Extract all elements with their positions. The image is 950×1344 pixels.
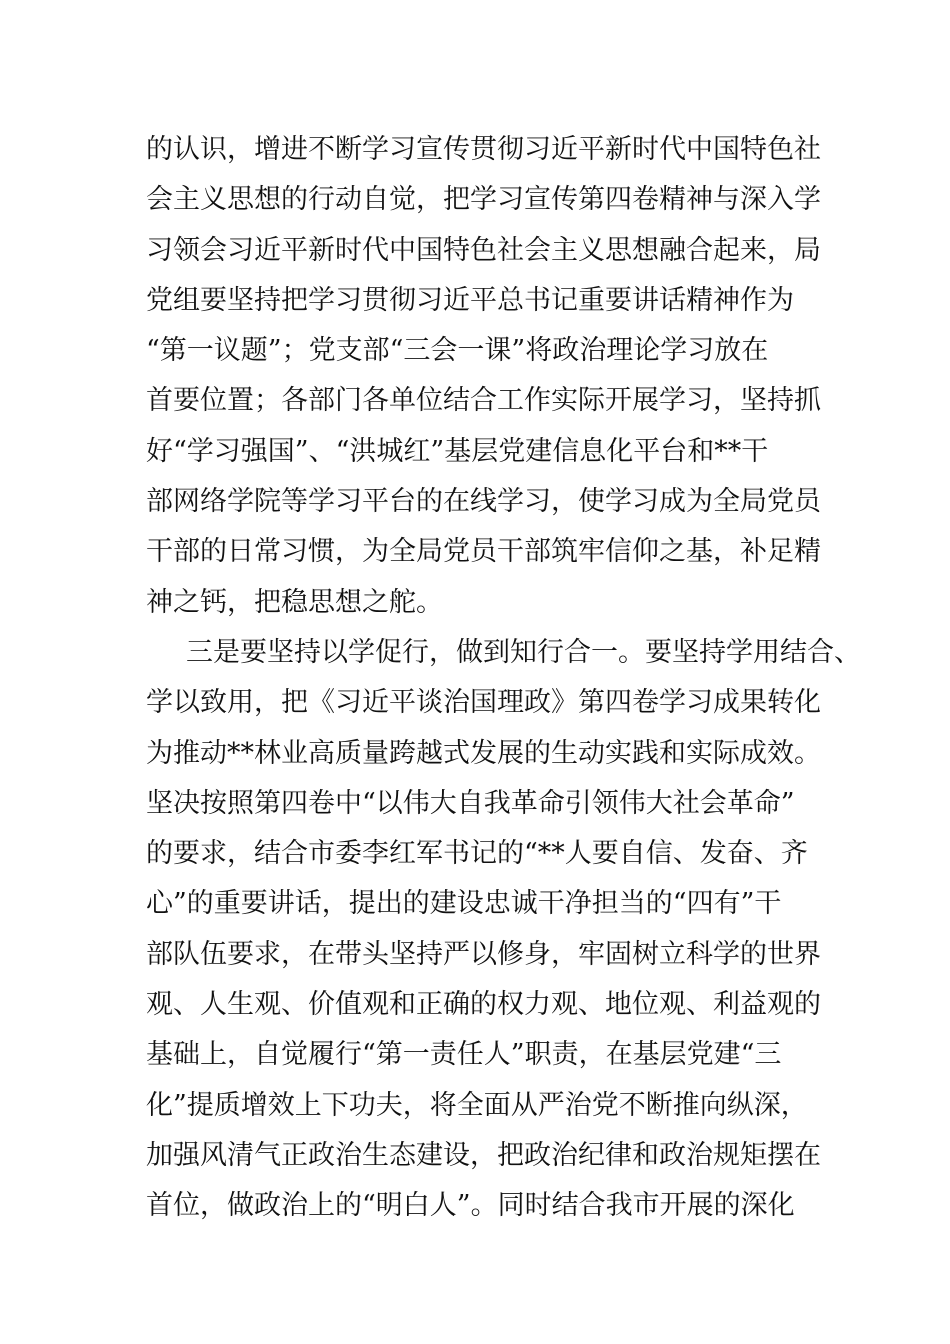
text-line: 神之钙，把稳思想之舵。: [146, 586, 443, 618]
text-line: 坚决按照第四卷中“以伟大自我革命引领伟大社会革命”: [146, 787, 795, 819]
text-line: 首要位置；各部门各单位结合工作实际开展学习，坚持抓: [146, 385, 821, 417]
text-line: 部队伍要求，在带头坚持严以修身，牢固树立科学的世界: [146, 938, 821, 970]
text-line: 的认识，增进不断学习宣传贯彻习近平新时代中国特色社: [146, 134, 821, 165]
text-line: 学以致用，把《习近平谈治国理政》第四卷学习成果转化: [146, 687, 821, 719]
text-line: “第一议题”；党支部“三会一课”将政治理论学习放在: [146, 335, 769, 367]
text-line: 的要求，结合市委李红军书记的“**人要自信、发奋、齐: [146, 838, 808, 870]
text-line: 加强风清气正政治生态建设，把政治纪律和政治规矩摆在: [146, 1139, 821, 1171]
text-line: 会主义思想的行动自觉，把学习宣传第四卷精神与深入学: [146, 184, 821, 216]
text-line: 化”提质增效上下功夫，将全面从严治党不断推向纵深，: [146, 1089, 808, 1121]
text-line: 首位，做政治上的“明白人”。同时结合我市开展的深化: [146, 1190, 795, 1222]
paragraph-start-line: 三是要坚持以学促行，做到知行合一。要坚持学用结合、: [186, 636, 861, 668]
text-line: 部网络学院等学习平台的在线学习，使学习成为全局党员: [146, 486, 821, 518]
body-text: [146, 125, 861, 1232]
text-line: 观、人生观、价值观和正确的权力观、地位观、利益观的: [146, 989, 821, 1021]
text-line: 好“学习强国”、“洪城红”基层党建信息化平台和**干: [146, 435, 769, 467]
text-line: 党组要坚持把学习贯彻习近平总书记重要讲话精神作为: [146, 284, 794, 316]
text-line: 基础上，自觉履行“第一责任人”职责，在基层党建“三: [146, 1039, 782, 1071]
text-line: 为推动**林业高质量跨越式发展的生动实践和实际成效。: [146, 737, 821, 769]
text-line: 干部的日常习惯，为全局党员干部筑牢信仰之基，补足精: [146, 536, 821, 568]
text-line: 心”的重要讲话，提出的建设忠诚干净担当的“四有”干: [146, 888, 782, 920]
text-line: 习领会习近平新时代中国特色社会主义思想融合起来，局: [146, 234, 821, 266]
